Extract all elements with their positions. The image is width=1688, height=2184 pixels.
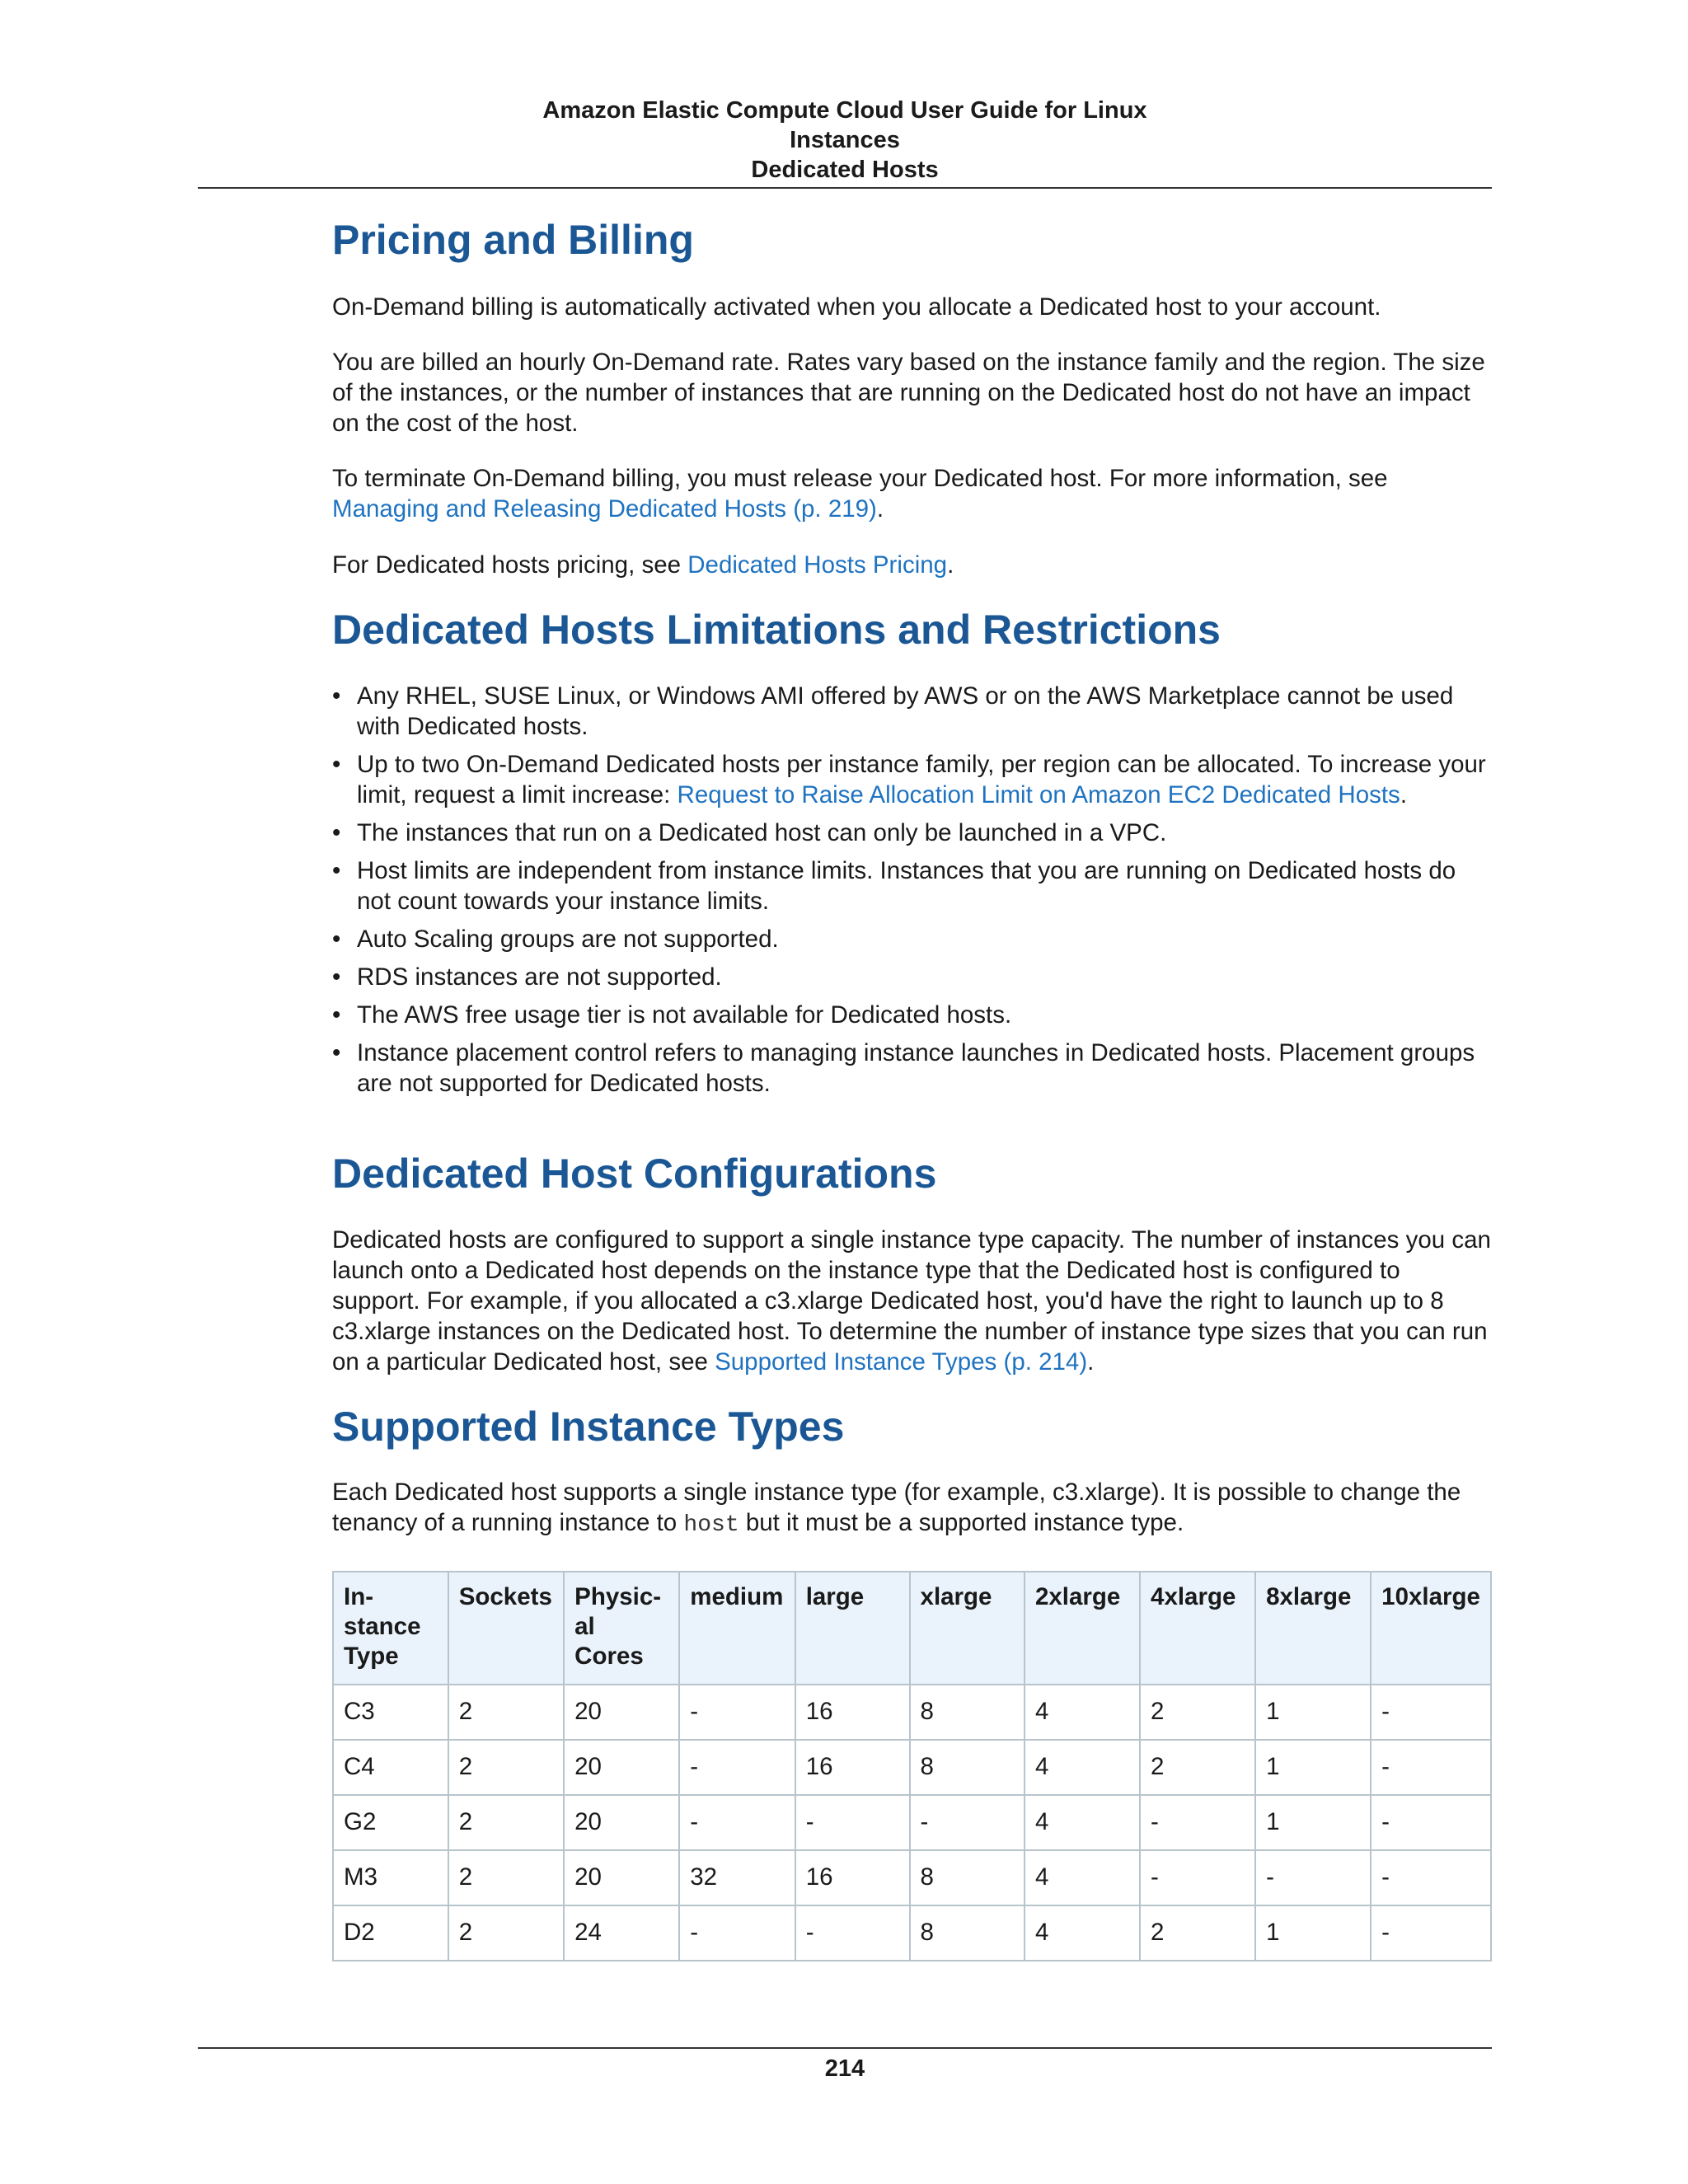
table-cell: 2 (1140, 1740, 1255, 1795)
limits-heading: Dedicated Hosts Limitations and Restrictions (332, 607, 1221, 653)
hosts-pricing-link[interactable]: Dedicated Hosts Pricing (687, 551, 948, 579)
column-header: Physic- al Cores (564, 1572, 679, 1685)
pricing-p3: To terminate On-Demand billing, you must release your Dedicated host. For more information, see Managing and Releasing Dedicated Hosts (p. 219). (332, 465, 1388, 523)
list-item: • The instances that run on a Dedicated host can only be launched in a VPC. (332, 818, 1494, 848)
table-cell: 16 (795, 1850, 910, 1905)
table-cell: - (910, 1795, 1025, 1850)
column-header: large (795, 1572, 910, 1685)
raise-limit-link[interactable]: Request to Raise Allocation Limit on Amazon EC2 Dedicated Hosts (677, 781, 1400, 808)
table-cell: 4 (1025, 1905, 1140, 1961)
column-header: 2xlarge (1025, 1572, 1140, 1685)
pricing-p4: For Dedicated hosts pricing, see Dedicated Hosts Pricing. (332, 551, 954, 579)
list-item: • The AWS free usage tier is not available for Dedicated hosts. (332, 1000, 1494, 1030)
config-heading: Dedicated Host Configurations (332, 1151, 937, 1197)
table-row (333, 1740, 1491, 1795)
instance-types-table (332, 1571, 1492, 1961)
table-cell: 2 (448, 1685, 564, 1740)
supported-types-link[interactable]: Supported Instance Types (p. 214) (715, 1348, 1088, 1376)
supported-heading: Supported Instance Types (332, 1404, 845, 1450)
section-title: Dedicated Hosts (751, 157, 939, 183)
table-cell: 4 (1025, 1795, 1140, 1850)
table-cell: - (1255, 1850, 1371, 1905)
table-cell: 24 (564, 1905, 679, 1961)
list-item: • Instance placement control refers to managing instance launches in Dedicated hosts. Placement groups are not supported for Dedicated hosts. (332, 1038, 1494, 1099)
pricing-heading: Pricing and Billing (332, 217, 694, 263)
table-cell: 20 (564, 1795, 679, 1850)
table-cell: D2 (333, 1905, 448, 1961)
column-header: In- stance Type (333, 1572, 448, 1685)
table-cell: - (679, 1685, 795, 1740)
table-cell: - (1371, 1740, 1491, 1795)
table-cell: - (679, 1795, 795, 1850)
table-cell: 32 (679, 1850, 795, 1905)
list-item: • Auto Scaling groups are not supported. (332, 924, 1494, 954)
table-cell: 1 (1255, 1685, 1371, 1740)
supported-paragraph (332, 1477, 1494, 1540)
pricing-p1: On-Demand billing is automatically activated when you allocate a Dedicated host to your account. (332, 293, 1381, 321)
table-cell: - (795, 1795, 910, 1850)
table-cell: 16 (795, 1685, 910, 1740)
table-cell: 20 (564, 1850, 679, 1905)
table-cell: M3 (333, 1850, 448, 1905)
guide-title: Amazon Elastic Compute Cloud User Guide for Linux (542, 97, 1147, 124)
table-cell: 4 (1025, 1685, 1140, 1740)
list-item: • Up to two On-Demand Dedicated hosts per instance family, per region can be allocated. To increase your limit, request a limit increase: Request to Raise Allocation Limit on Amazon EC2 Dedicated Hosts. (332, 749, 1494, 810)
table-cell: 2 (448, 1740, 564, 1795)
table-cell: 20 (564, 1685, 679, 1740)
table-cell: 1 (1255, 1740, 1371, 1795)
config-paragraph: Dedicated hosts are configured to support a single instance type capacity. The number of instances you can launch onto a Dedicated host depends on the instance type that the Dedicated host is configured to support. For example, if you allocated a c3.xlarge Dedicated host, you'd have the right to launch up to 8 c3.xlarge instances on the Dedicated host. To determine the number of instance type sizes that you can run on a particular Dedicated host, see Supported Instance Types (p. 214). (332, 1226, 1491, 1376)
footer-rule (198, 2047, 1492, 2049)
column-header: 4xlarge (1140, 1572, 1255, 1685)
list-item: • Host limits are independent from instance limits. Instances that you are running on Dedicated hosts do not count towards your instance limits. (332, 855, 1494, 916)
table-cell: 2 (1140, 1905, 1255, 1961)
supported-text-b: but it must be a supported instance type. (738, 1509, 1184, 1536)
table-header-row (333, 1572, 1491, 1685)
table-cell: - (1371, 1850, 1491, 1905)
pricing-p4-text: For Dedicated hosts pricing, see (332, 551, 688, 579)
table-cell: C4 (333, 1740, 448, 1795)
table-cell: 16 (795, 1740, 910, 1795)
column-header: 8xlarge (1255, 1572, 1371, 1685)
list-item: • RDS instances are not supported. (332, 962, 1494, 992)
column-header: 10xlarge (1371, 1572, 1491, 1685)
pricing-p3-text: To terminate On-Demand billing, you must release your Dedicated host. For more information, see (332, 465, 1388, 492)
table-cell: 2 (448, 1905, 564, 1961)
table-row (333, 1905, 1491, 1961)
table-cell: 2 (448, 1795, 564, 1850)
table-cell: 4 (1025, 1740, 1140, 1795)
chapter-title: Instances (790, 127, 900, 153)
table-cell: 2 (1140, 1685, 1255, 1740)
page-number: 214 (824, 2055, 865, 2082)
table-cell: 4 (1025, 1850, 1140, 1905)
table-cell: - (795, 1905, 910, 1961)
table-row (333, 1685, 1491, 1740)
table-cell: 8 (910, 1905, 1025, 1961)
config-text: Dedicated hosts are configured to support a single instance type capacity. The number of instances you can launch onto a Dedicated host depends on the instance type that the Dedicated host is configured to support. For example, if you allocated a c3.xlarge Dedicated host, you'd have the right to launch up to 8 c3.xlarge instances on the Dedicated host. To determine the number of instance type sizes that you can run on a particular Dedicated host, see (332, 1226, 1491, 1376)
list-item-text: Up to two On-Demand Dedicated hosts per instance family, per region can be allocated. To increase your limit, request a limit increase: (357, 751, 1486, 808)
supported-text-a: Each Dedicated host supports a single instance type (for example, c3.xlarge). It is possible to change the tenancy of a running instance to (332, 1479, 1461, 1536)
table-cell: C3 (333, 1685, 448, 1740)
list-item: • Any RHEL, SUSE Linux, or Windows AMI offered by AWS or on the AWS Marketplace cannot be used with Dedicated hosts. (332, 681, 1494, 742)
table-cell: - (679, 1740, 795, 1795)
running-header (198, 96, 1492, 185)
table-cell: 1 (1255, 1795, 1371, 1850)
table-cell: - (1371, 1905, 1491, 1961)
table-cell: 8 (910, 1740, 1025, 1795)
limits-list (332, 681, 1494, 1106)
table-cell: 1 (1255, 1905, 1371, 1961)
table-cell: - (1140, 1795, 1255, 1850)
pricing-p2: You are billed an hourly On-Demand rate. Rates vary based on the instance family and the region. The size of the instances, or the number of instances that are running on the Dedicated host do not have an impact on the cost of the host. (332, 349, 1485, 437)
table-cell: 2 (448, 1850, 564, 1905)
table-cell: - (1371, 1685, 1491, 1740)
managing-hosts-link[interactable]: Managing and Releasing Dedicated Hosts (p. 219) (332, 495, 877, 523)
table-cell: - (679, 1905, 795, 1961)
table-row (333, 1850, 1491, 1905)
table-cell: - (1371, 1795, 1491, 1850)
column-header: Sockets (448, 1572, 564, 1685)
table-cell: 8 (910, 1850, 1025, 1905)
table-row (333, 1795, 1491, 1850)
column-header: medium (679, 1572, 795, 1685)
column-header: xlarge (910, 1572, 1025, 1685)
table-cell: - (1140, 1850, 1255, 1905)
table-cell: G2 (333, 1795, 448, 1850)
header-rule (198, 187, 1492, 189)
host-code: host (683, 1512, 739, 1538)
table-cell: 20 (564, 1740, 679, 1795)
table-cell: 8 (910, 1685, 1025, 1740)
